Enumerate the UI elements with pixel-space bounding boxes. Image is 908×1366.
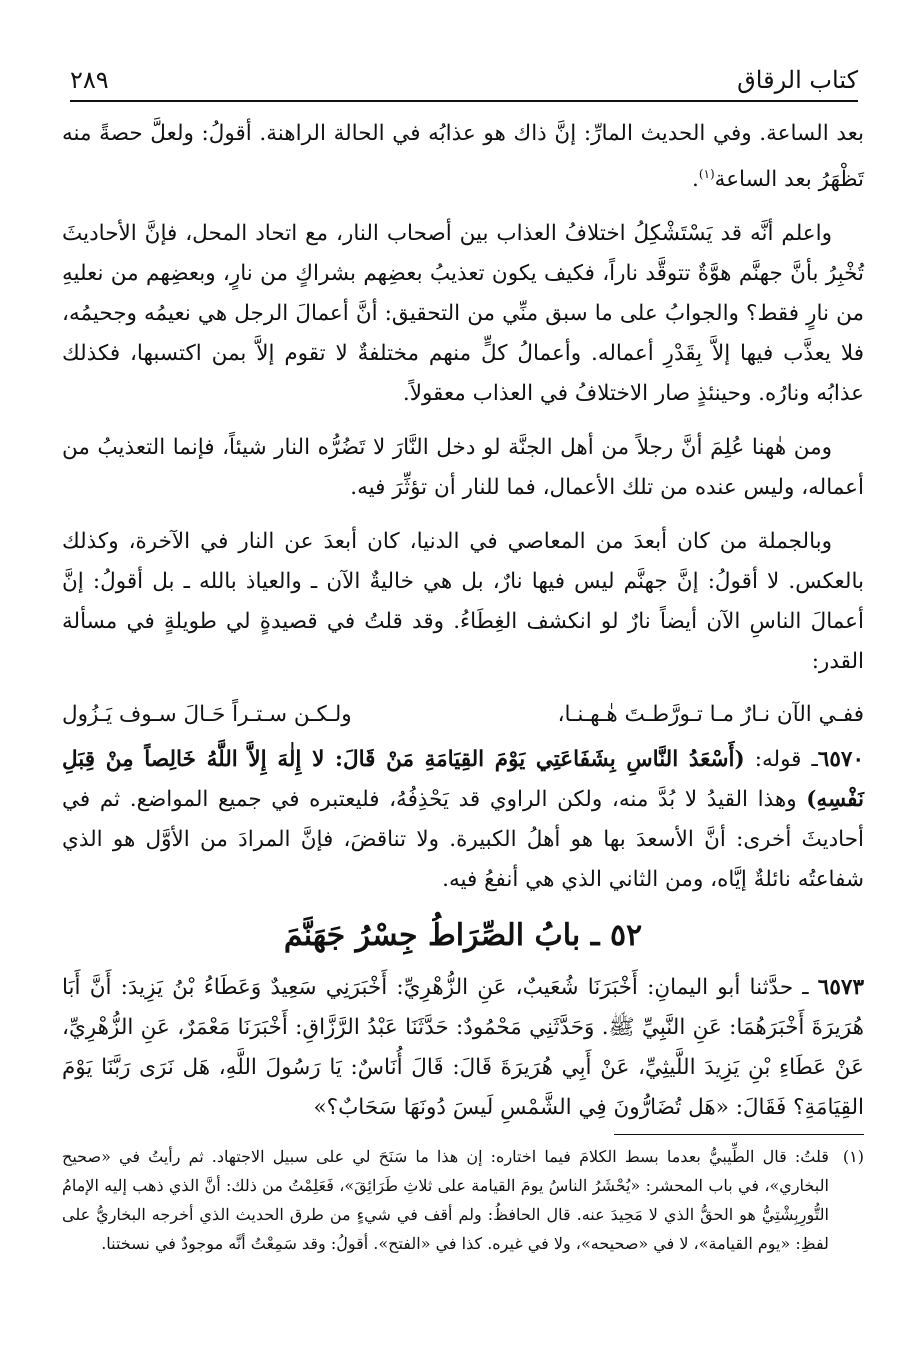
paragraph-1-text: بعد الساعة. وفي الحديث المارِّ: إنَّ ذاك هو عذابُه في الحالة الراهنة. أقولُ: ولعلَّ حصةً منه تَظْهَرُ بعد الساعة — [62, 121, 864, 193]
paragraph-3: ومن هٰهنا عُلِمَ أنَّ رجلاً من أهل الجنَّة لو دخل النَّارَ لا تَضُرُّه النار شيئاً، فإنما التعذيبُ من أعماله، وليس عنده من تلك الأعمال، فما للنار أن تؤثِّرَ فيه. — [62, 435, 864, 501]
page-number: ٢٨٩ — [70, 66, 109, 94]
hadith-lead: ـ قوله: — [744, 747, 818, 773]
paragraph-4: وبالجملة من كان أبعدَ من المعاصي في الدنيا، كان أبعدَ عن النار في الآخرة، وكذلك بالعكس. لا أقولُ: إنَّ جهنَّم ليس فيها نارٌ، بل هي خاليةٌ الآن ـ والعياذ بالله ـ بل أقولُ: إنَّ أعمالَ الناسِ الآن أيضاً نارٌ لو انكشف الغِطَاءُ. وقد قلتُ في قصيدةٍ لي طويلةٍ في مسألة القدر: — [62, 529, 864, 675]
main-text — [62, 114, 864, 1128]
verse-second-hemistich: ولـكـن سـتـراً حَـالَ سـوف يَـزُول — [62, 702, 352, 728]
hadith-number: ٦٥٧٣ — [817, 975, 864, 1001]
footnote-reference: (١) — [698, 167, 715, 181]
running-header — [70, 58, 858, 102]
hadith-6573 — [62, 968, 864, 1128]
footnote — [62, 1142, 864, 1258]
footnote-divider — [614, 1134, 864, 1135]
running-title: كتاب الرقاق — [737, 66, 858, 94]
footnote-marker: (١) — [842, 1147, 864, 1166]
hadith-text: ـ حدَّثنا أبو اليمانِ: أَخْبَرَنَا شُعَيبٌ، عَنِ الزُّهْرِيِّ: أَخْبَرَنِي سَعِيدٌ وَعَطَاءُ بْنُ يَزِيدَ: أَنَّ أَبَا هُرَيرَةَ أَخْبَرَهُمَا: عَنِ النَّبِيِّ ﷺ. وَحَدَّثَنِي مَحْمُودٌ: حَدَّثَنَا عَبْدُ الرَّزَّاقِ: أَخْبَرَنَا مَعْمَرٌ، عَنِ الزُّهْرِيِّ، عَنْ عَطَاءِ بْنِ يَزِيدَ اللَّيثِيِّ، عَنْ أَبِي هُرَيرَةَ قَالَ: قَالَ أُنَاسٌ: يَا رَسُولَ اللَّهِ، هَل نَرَى رَبَّنَا يَوْمَ القِيَامَةِ؟ فَقَالَ: «هَل تُضَارُّونَ فِي الشَّمْسِ لَيسَ دُونَهَا سَحَابٌ؟» — [62, 975, 864, 1121]
chapter-heading: ٥٢ ـ بابُ الصِّرَاطُ جِسْرُ جَهَنَّمَ — [283, 918, 643, 954]
hadith-quote: (أَسْعَدُ النَّاسِ بِشَفَاعَتِي يَوْمَ القِيَامَةِ مَنْ قَالَ: لا إِلٰهَ إِلاَّ اللَّهُ خَالِصاً مِنْ قِبَلِ نَفْسِهِ) — [62, 747, 864, 813]
paragraph-2: واعلم أنَّه قد يَسْتَشْكِلُ اختلافُ العذاب بين أصحاب النار، مع اتحاد المحل، فإنَّ الأحاديثَ تُخْبِرُ بأنَّ جهنَّم هوَّةٌ تتوقَّد ناراً، فكيف يكون تعذيبُ بعضِهم بشراكٍ من نارٍ، وبعضِهم من نعليهِ من نارٍ فقط؟ والجوابُ على ما سبق منِّي من التحقيق: أنَّ أعمالَ الرجل هي نعيمُه وجحيمُه، فلا يعذَّب فيها إلاَّ بِقَدْرِ أعماله. وأعمالُ كلٍّ منهم مختلفةٌ لا تقوم إلاَّ بمن اكتسبها، فكذلك عذابُه ونارُه. وحينئذٍ صار الاختلافُ في العذاب معقولاً. — [62, 221, 864, 407]
verse-first-hemistich: ففـي الآن نـارٌ مـا تـورَّطـتَ هٰـهـنـا، — [557, 702, 864, 728]
poetry-verse — [62, 696, 864, 734]
paragraph-1: بعد الساعة. وفي الحديث المارِّ: إنَّ ذاك هو عذابُه في الحالة الراهنة. أقولُ: ولعلَّ حصةً منه تَظْهَرُ بعد الساعة$^{(١)}$. — [62, 121, 864, 193]
hadith-number: ٦٥٧٠ — [817, 747, 864, 773]
hadith-6570-commentary — [62, 740, 864, 900]
hadith-body: وهذا القيدُ لا بُدَّ منه، ولكن الراوي قد يَحْذِفُهُ، فليعتبره في جميع المواضع. ثم في أحاديثَ أخرى: أنَّ الأسعدَ بها هو أهلُ الكبيرة. ولا تناقضَ، فإنَّ المرادَ من الأوَّل هو الذي شفاعتُه نائلةٌ إيَّاه، ومن الثاني الذي هي أنفعُ فيه. — [62, 787, 864, 893]
footnote-text: قلتُ: قال الطِّيبيُّ بعدما بسط الكلامَ فيما اختاره: إن هذا ما سَنَحَ لي على سبيل الاجتهاد. ثم رأيتُ في «صحيح البخاري»، في باب المحشر: «يُحْشَرُ الناسُ يومَ القيامة على ثلاثِ طَرَائِقَ»، فَعَلِمْتُ من ذلك: أنَّ الذي ذهب إليه الإمامُ التُّورِبِشْتِيُّ هو الحقُّ الذي لا مَحِيدَ عنه. قال الحافظُ: ولم أقف في شيءٍ من طرق الحديث الذي أخرجه البخاريُّ على لفظِ: «يوم القيامة»، لا في «صحيحه»، ولا في غيره. كذا في «الفتح». أقولُ: وقد سَمِعْتُ أنَّه موجودٌ في نسختنا. — [62, 1147, 829, 1253]
